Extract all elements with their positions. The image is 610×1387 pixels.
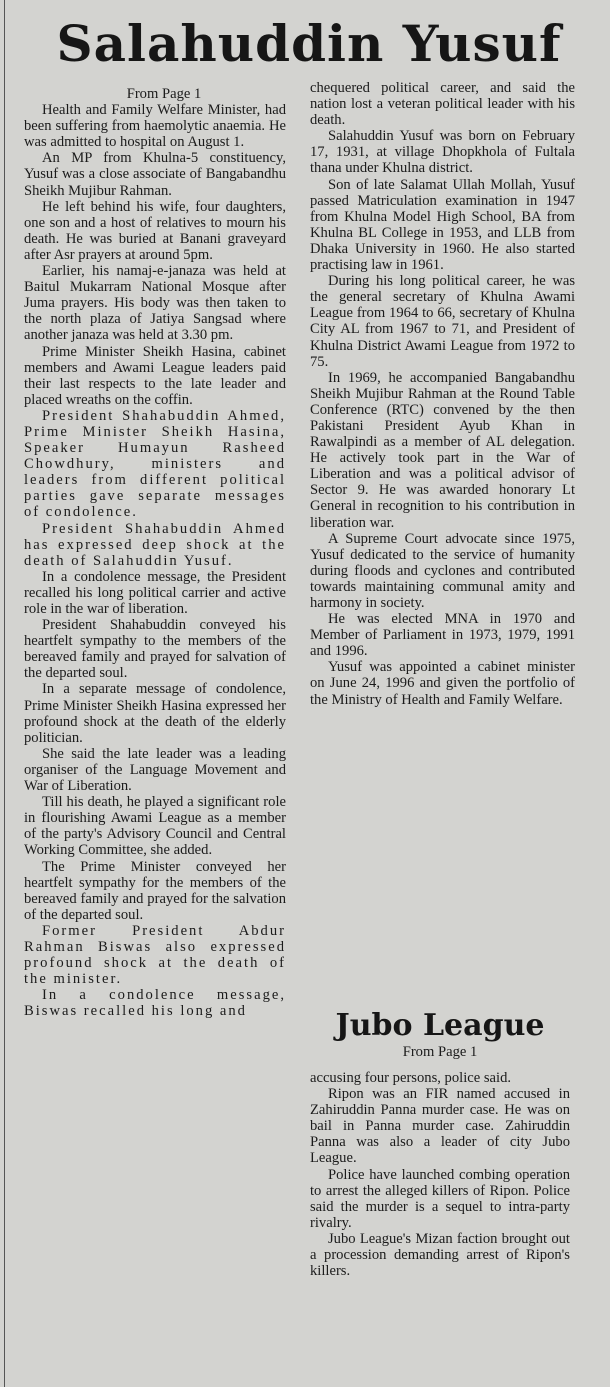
article-column-1 [24,86,286,1384]
sidebar-story-column [310,1070,570,1386]
article-headline: Salahuddin Yusuf [56,14,562,73]
paragraph: Prime Minister Sheikh Hasina, cabinet members and Awami League leaders paid their last respects to the late leader and placed wreaths on the coffin. [24,343,286,408]
paragraph: He was elected MNA in 1970 and Member of Parliament in 1973, 1979, 1991 and 1996. [310,611,575,660]
paragraph: President Shahabuddin Ahmed, Prime Minister Sheikh Hasina, Speaker Humayun Rasheed Chowdhury, ministers and leaders from different political parties gave separate messages of condolence. [24,407,286,521]
paragraph: President Shahabuddin conveyed his heartfelt sympathy to the members of the bereaved family and prayed for salvation of the departed soul. [24,617,286,682]
paragraph: Former President Abdur Rahman Biswas also expressed profound shock at the death of the minister. [24,922,286,988]
paragraph: Police have launched combing operation to arrest the alleged killers of Ripon. Police said the murder is a sequel to intra-party rivalry. [310,1166,570,1231]
paragraph: Jubo League's Mizan faction brought out a procession demanding arrest of Ripon's killers. [310,1230,570,1280]
paragraph: President Shahabuddin Ahmed has expressed deep shock at the death of Salahuddin Yusuf. [24,520,286,569]
paragraph: Ripon was an FIR named accused in Zahiruddin Panna murder case. He was on bail in Panna murder case. Zahiruddin Panna was also a leader of city Jubo League. [310,1086,570,1167]
paragraph: accusing four persons, police said. [310,1070,512,1086]
paragraph: chequered political career, and said the nation lost a veteran political leader with his death. [310,80,575,129]
paragraph: In a condolence message, the President recalled his long political carrier and active role in the war of liberation. [24,568,286,617]
paragraph: The Prime Minister conveyed her heartfelt sympathy for the members of the bereaved family and prayed for the salvation of the departed soul. [24,858,286,923]
paragraph: In 1969, he accompanied Bangabandhu Sheikh Mujibur Rahman at the Round Table Conference (RTC) convened by the then Pakistani President Ayub Khan in Rawalpindi as a member of AL delegation. He actively took part in the War of Liberation and was a political advisor of Sector 9. He was awarded honorary Lt General in recognition to his contribution in liberation war. [310,369,575,531]
paragraph: Till his death, he played a significant role in flourishing Awami League as a member of the party's Advisory Council and Central Working Committee, she added. [24,794,286,859]
paragraph: In a separate message of condolence, Prime Minister Sheikh Hasina expressed her profound shock at the death of the elderly politician. [24,681,286,746]
paragraph: He left behind his wife, four daughters, one son and a host of relatives to mourn his death. He was buried at Banani graveyard after Asr prayers at around 5pm. [24,198,286,263]
column-rule [4,0,5,1387]
paragraph: Health and Family Welfare Minister, had been suffering from haemolytic anaemia. He was admitted to hospital on August 1. [24,102,286,151]
sidebar-story-headline: Jubo League [335,1008,545,1043]
paragraph: Salahuddin Yusuf was born on February 17, 1931, at village Dhopkhola of Fultala thana under Khulna district. [310,128,575,177]
article-column-2 [310,80,575,980]
paragraph: She said the late leader was a leading organiser of the Language Movement and War of Liberation. [24,745,286,795]
sidebar-from-page-label: From Page 1 [402,1044,478,1060]
paragraph: Son of late Salamat Ullah Mollah, Yusuf passed Matriculation examination in 1947 from Khulna Model High School, BA from Khulna BL College in 1953, and LLB from Dhaka University in 1960. He also started practising law in 1961. [310,176,575,274]
paragraph: Earlier, his namaj-e-janaza was held at Baitul Mukarram National Mosque after Juma prayers. His body was then taken to the north plaza of Jatiya Sangsad where another janaza was held at 3.30 pm. [24,263,286,344]
paragraph: A Supreme Court advocate since 1975, Yusuf dedicated to the service of humanity during floods and cyclones and contributed towards maintaining communal amity and harmony in society. [310,530,575,611]
from-page-label: From Page 1 [126,86,202,102]
paragraph: Yusuf was appointed a cabinet minister on June 24, 1996 and given the portfolio of the Ministry of Health and Family Welfare. [310,659,575,708]
paragraph: An MP from Khulna-5 constituency, Yusuf was a close associate of Bangabandhu Sheikh Mujibur Rahman. [24,150,286,199]
paragraph: In a condolence message, Biswas recalled his long and [24,987,286,1020]
paragraph: During his long political career, he was the general secretary of Khulna Awami League from 1964 to 66, secretary of Khulna City AL from 1967 to 71, and President of Khulna District Awami League from 1972 to 75. [310,273,575,370]
